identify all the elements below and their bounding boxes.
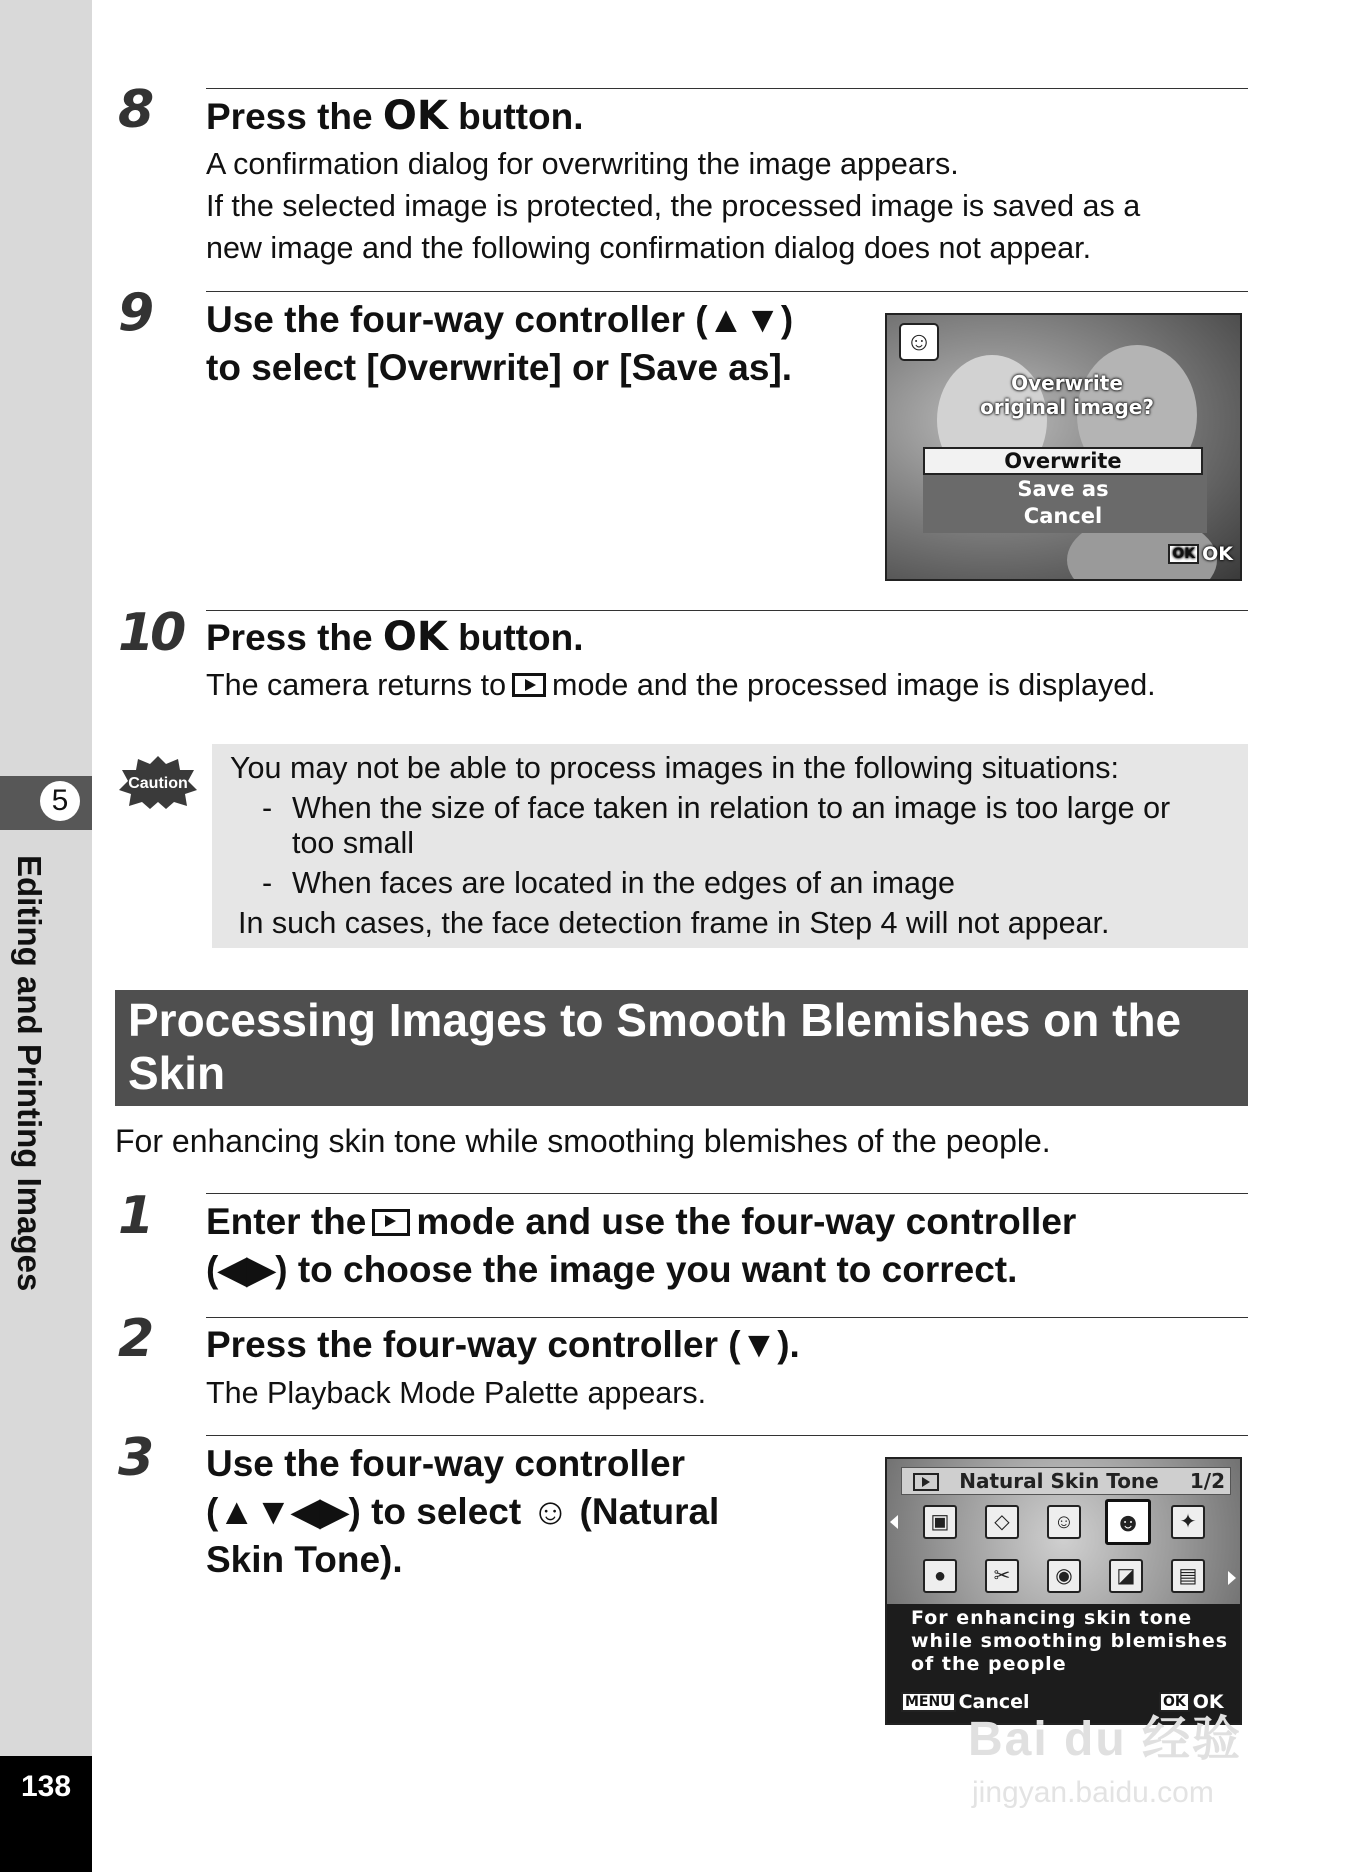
step-heading xyxy=(206,92,583,141)
description-line: while smoothing blemishes xyxy=(911,1630,1229,1652)
palette-page: 1/2 xyxy=(1189,1469,1225,1493)
heading-text: button. xyxy=(447,96,584,137)
body-line: If the selected image is protected, the processed image is saved as a xyxy=(206,189,1141,223)
digital-filter-icon[interactable]: ✦ xyxy=(1171,1505,1205,1539)
step-divider xyxy=(206,291,1248,292)
heading-text: Press the xyxy=(206,617,383,658)
caution-intro: You may not be able to process images in the following situations: xyxy=(230,751,1119,785)
heading-line xyxy=(206,1198,1076,1246)
step-body xyxy=(206,664,1156,706)
dialog-title-line: original image? xyxy=(980,395,1154,419)
step-number: 3 xyxy=(118,1428,151,1488)
watermark-logo: Bai du 经验 xyxy=(968,1713,1243,1766)
step-body xyxy=(206,143,1140,269)
chapter-number: 5 xyxy=(40,781,80,821)
step-divider xyxy=(206,1435,1248,1436)
option-save-as[interactable]: Save as xyxy=(1017,477,1109,501)
face-retouch-icon: ☺ xyxy=(899,323,939,361)
step-number: 9 xyxy=(118,283,151,343)
ok-hint-label: OK xyxy=(1192,1691,1224,1713)
watermark-url: jingyan.baidu.com xyxy=(972,1776,1214,1809)
playback-icon xyxy=(372,1209,410,1236)
resize-icon[interactable]: ● xyxy=(923,1559,957,1593)
palette-right-arrow-icon[interactable] xyxy=(1228,1571,1236,1585)
step-heading: Press the four-way controller (▼). xyxy=(206,1324,800,1365)
heading-text: Enter the xyxy=(206,1201,367,1242)
step-body: The Playback Mode Palette appears. xyxy=(206,1376,707,1410)
palette-title: Natural Skin Tone xyxy=(959,1469,1159,1493)
step-number: 1 xyxy=(118,1186,151,1246)
caution-bullet-cont: too small xyxy=(292,826,415,860)
page-number: 138 xyxy=(20,1770,72,1803)
playback-mode-icon xyxy=(913,1473,939,1491)
body-text: The camera returns to xyxy=(206,668,507,702)
caution-outro: In such cases, the face detection frame in Step 4 will not appear. xyxy=(238,906,1110,940)
option-overwrite[interactable]: Overwrite xyxy=(923,447,1203,475)
ok-hint-label: OK xyxy=(1202,543,1233,565)
slideshow-icon[interactable]: ▣ xyxy=(923,1505,957,1539)
menu-key-icon: MENU xyxy=(901,1692,956,1712)
heading-line: Use the four-way controller (▲▼) xyxy=(206,299,794,340)
ok-key-icon: OK xyxy=(1168,544,1199,564)
description-line: of the people xyxy=(911,1653,1067,1675)
section-title-line: Skin xyxy=(128,1047,226,1099)
heading-line: Skin Tone). xyxy=(206,1539,403,1580)
caution-bullet: When faces are located in the edges of an image xyxy=(292,866,955,900)
step-heading xyxy=(206,1198,1076,1294)
ok-key-icon: OK xyxy=(1159,1692,1190,1712)
step-heading xyxy=(206,296,793,392)
dialog-title-line: Overwrite xyxy=(1011,371,1123,395)
caution-bullet-dash: - xyxy=(262,791,273,825)
overwrite-dialog-screen xyxy=(885,313,1242,581)
step-heading xyxy=(206,1440,719,1584)
body-text: mode and the processed image is displayed. xyxy=(552,668,1156,702)
rotate-icon[interactable]: ◇ xyxy=(985,1505,1019,1539)
section-intro: For enhancing skin tone while smoothing blemishes of the people. xyxy=(115,1123,1051,1159)
description-line: For enhancing skin tone xyxy=(911,1607,1193,1629)
caution-bullet-dash: - xyxy=(262,866,273,900)
image-copy-icon[interactable]: ▤ xyxy=(1171,1559,1205,1593)
caution-icon-label: Caution xyxy=(128,775,188,792)
step-number: 10 xyxy=(118,603,183,663)
heading-line: to select [Overwrite] or [Save as]. xyxy=(206,347,793,388)
section-title-line: Processing Images to Smooth Blemishes on the xyxy=(128,994,1182,1046)
body-line: new image and the following confirmation dialog does not appear. xyxy=(206,231,1092,265)
caution-icon xyxy=(118,754,198,810)
face-retouch-icon[interactable]: ☺ xyxy=(1047,1505,1081,1539)
playback-icon xyxy=(512,673,546,697)
palette-left-arrow-icon[interactable] xyxy=(890,1515,898,1529)
heading-line: (◀▶) to choose the image you want to correct. xyxy=(206,1249,1018,1290)
ok-hint xyxy=(1163,543,1233,565)
heading-text: button. xyxy=(447,617,584,658)
option-cancel[interactable]: Cancel xyxy=(1023,504,1103,528)
ok-button-label: OK xyxy=(382,93,448,139)
chapter-title: Editing and Printing Images xyxy=(11,855,48,1292)
step-divider xyxy=(206,1193,1248,1194)
frame-composite-icon[interactable]: ◪ xyxy=(1109,1559,1143,1593)
step-number: 2 xyxy=(118,1309,151,1369)
natural-skin-tone-icon[interactable]: ☻ xyxy=(1105,1499,1151,1545)
heading-text: Press the xyxy=(206,96,383,137)
heading-text: mode and use the four-way controller xyxy=(416,1201,1077,1242)
section-title xyxy=(128,994,1238,1100)
heading-line: (▲▼◀▶) to select ☺ (Natural xyxy=(206,1491,720,1532)
palette-description xyxy=(911,1607,1228,1676)
step-divider xyxy=(206,88,1248,89)
caution-bullet: When the size of face taken in relation to an image is too large or xyxy=(292,791,1171,825)
playback-palette-screen xyxy=(885,1457,1242,1725)
body-line: A confirmation dialog for overwriting the image appears. xyxy=(206,147,959,181)
step-number: 8 xyxy=(118,80,151,140)
cropping-icon[interactable]: ✂ xyxy=(985,1559,1019,1593)
cancel-hint-label: Cancel xyxy=(958,1691,1030,1713)
red-eye-icon[interactable]: ◉ xyxy=(1047,1559,1081,1593)
heading-line: Use the four-way controller xyxy=(206,1443,686,1484)
dialog-title xyxy=(937,371,1197,419)
ok-button-label: OK xyxy=(382,614,448,660)
step-heading xyxy=(206,613,583,662)
step-divider xyxy=(206,1317,1248,1318)
step-divider xyxy=(206,610,1248,611)
